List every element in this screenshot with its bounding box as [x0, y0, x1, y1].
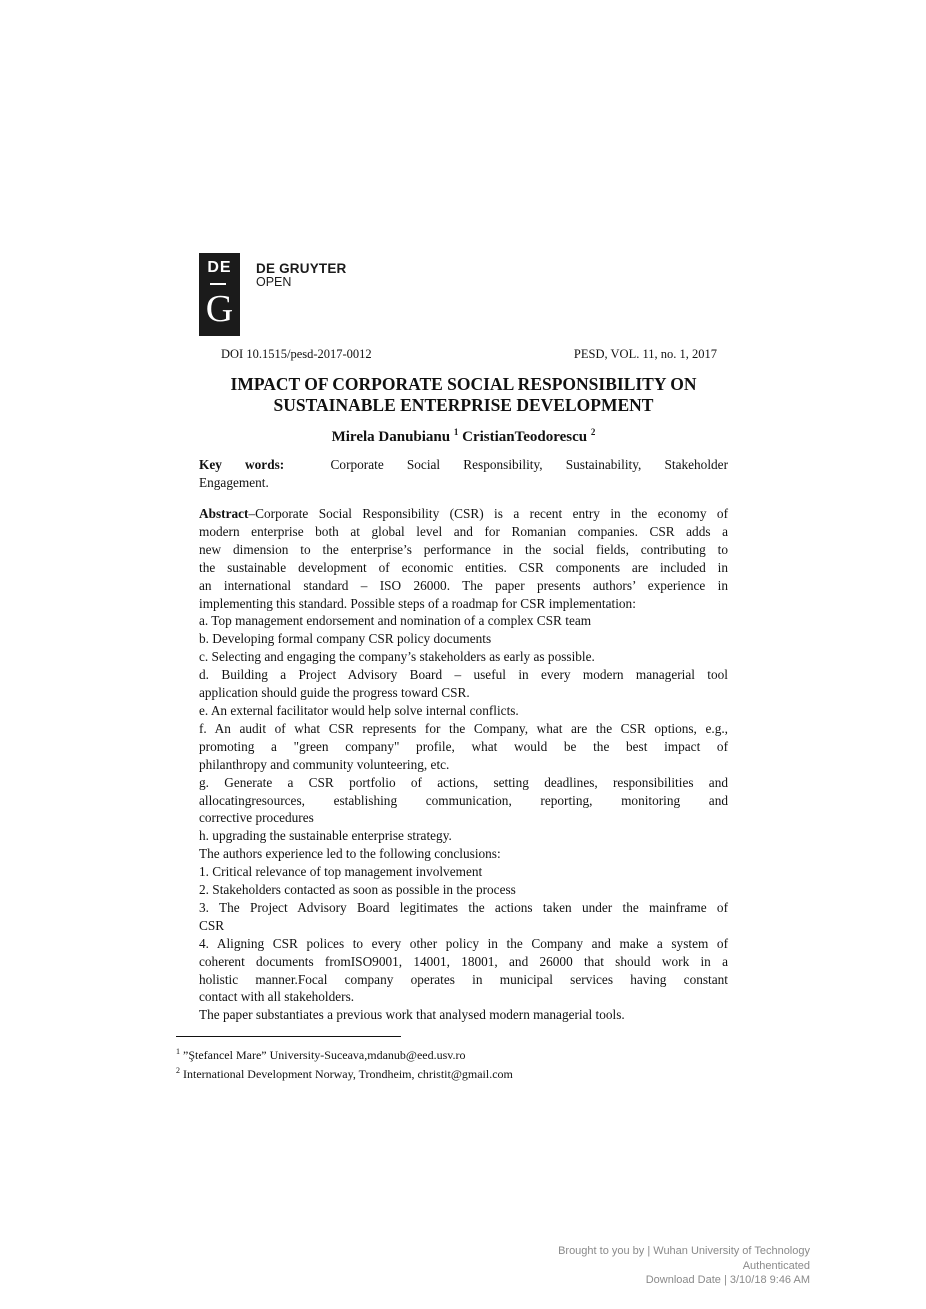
footnote: [176, 1044, 513, 1063]
footnote: [176, 1063, 513, 1082]
abstract-line: f. An audit of what CSR represents for the Company, what are the CSR options, e.g.,: [199, 720, 728, 736]
abstract: [199, 505, 728, 1024]
abstract-line: holistic manner.Focal company operates in municipal services having constant: [199, 971, 728, 987]
keywords: [199, 456, 728, 492]
publisher-name: DE GRUYTER: [256, 261, 347, 276]
affiliation-mark: 1: [453, 427, 459, 437]
abstract-line: [199, 505, 728, 523]
keywords-line: Engagement.: [199, 475, 269, 490]
abstract-line: CSR: [199, 917, 225, 933]
journal-volume: PESD, VOL. 11, no. 1, 2017: [573, 347, 717, 361]
abstract-line: b. Developing formal company CSR policy documents: [199, 631, 492, 647]
author-name: CristianTeodorescu: [462, 429, 588, 445]
abstract-line: The paper substantiates a previous work that analysed modern managerial tools.: [199, 1007, 625, 1023]
abstract-line: The authors experience led to the following conclusions:: [199, 846, 501, 862]
logo-dash: [210, 283, 226, 285]
abstract-line: e. An external facilitator would help solve internal conflicts.: [199, 702, 519, 718]
abstract-text: –Corporate Social Responsibility (CSR) is a recent entry in the economy of: [248, 506, 728, 521]
footnote-mark: 2: [176, 1066, 180, 1075]
logo-de-text: DE: [207, 259, 232, 276]
keywords-label: Key words:: [199, 457, 285, 472]
download-info: [558, 1244, 810, 1288]
footnotes: [176, 1044, 513, 1082]
download-line: Download Date | 3/10/18 9:46 AM: [645, 1274, 810, 1286]
abstract-label: Abstract: [199, 506, 249, 521]
abstract-line: h. upgrading the sustainable enterprise strategy.: [199, 828, 452, 844]
abstract-line: d. Building a Project Advisory Board – useful in every modern managerial tool: [199, 667, 728, 683]
abstract-line: 1. Critical relevance of top management involvement: [199, 864, 483, 880]
abstract-line: corrective procedures: [199, 810, 314, 826]
title-line: IMPACT OF CORPORATE SOCIAL RESPONSIBILITY ON: [230, 374, 697, 394]
abstract-line: 3. The Project Advisory Board legitimates the actions taken under the mainframe of: [199, 899, 728, 915]
abstract-line: implementing this standard. Possible steps of a roadmap for CSR implementation:: [199, 595, 636, 611]
abstract-line: g. Generate a CSR portfolio of actions, setting deadlines, responsibilities and: [199, 774, 728, 790]
abstract-line: c. Selecting and engaging the company’s stakeholders as early as possible.: [199, 649, 595, 665]
abstract-line: coherent documents fromISO9001, 14001, 18001, and 26000 that should work in a: [199, 953, 728, 969]
abstract-line: a. Top management endorsement and nomination of a complex CSR team: [199, 613, 592, 629]
abstract-line: contact with all stakeholders.: [199, 989, 355, 1005]
doi: DOI 10.1515/pesd-2017-0012: [221, 347, 372, 361]
footnote-mark: 1: [176, 1047, 180, 1056]
footnote-divider: [176, 1036, 401, 1037]
abstract-line: an international standard – ISO 26000. The paper presents authors’ experience in: [199, 577, 728, 593]
publisher-sub: OPEN: [256, 275, 292, 289]
abstract-line: promoting a "green company" profile, what would be the best impact of: [199, 738, 728, 754]
abstract-line: new dimension to the enterprise’s performance in the social fields, contributing to: [199, 541, 728, 557]
keywords-line: [199, 456, 728, 474]
abstract-line: 4. Aligning CSR polices to every other policy in the Company and make a system of: [199, 935, 728, 951]
download-line: Authenticated: [742, 1259, 810, 1272]
abstract-line: philanthropy and community volunteering, etc.: [199, 756, 450, 772]
download-line: Brought to you by | Wuhan University of Technology: [558, 1245, 810, 1257]
publisher-logo: [199, 253, 240, 336]
abstract-line: allocatingresources, establishing communication, reporting, monitoring and: [199, 792, 728, 808]
authors: [199, 427, 728, 446]
keywords-text: Corporate Social Responsibility, Sustainability, Stakeholder: [330, 457, 728, 472]
paper-title: [199, 374, 728, 416]
author-name: Mirela Danubianu: [331, 429, 451, 445]
publisher-brand: [256, 262, 347, 289]
abstract-line: 2. Stakeholders contacted as soon as possible in the process: [199, 882, 516, 898]
abstract-line: modern enterprise both at global level and for Romanian companies. CSR adds a: [199, 523, 728, 539]
footnote-text: ”Ştefancel Mare” University-Suceava,mdanub@eed.usv.ro: [180, 1048, 466, 1062]
title-line: SUSTAINABLE ENTERPRISE DEVELOPMENT: [273, 395, 654, 415]
abstract-line: application should guide the progress toward CSR.: [199, 685, 470, 701]
affiliation-mark: 2: [590, 427, 596, 437]
footnote-text: International Development Norway, Trondheim, christit@gmail.com: [180, 1067, 513, 1081]
logo-g-letter: G: [205, 288, 234, 330]
abstract-line: the sustainable development of economic entities. CSR components are included in: [199, 559, 728, 575]
